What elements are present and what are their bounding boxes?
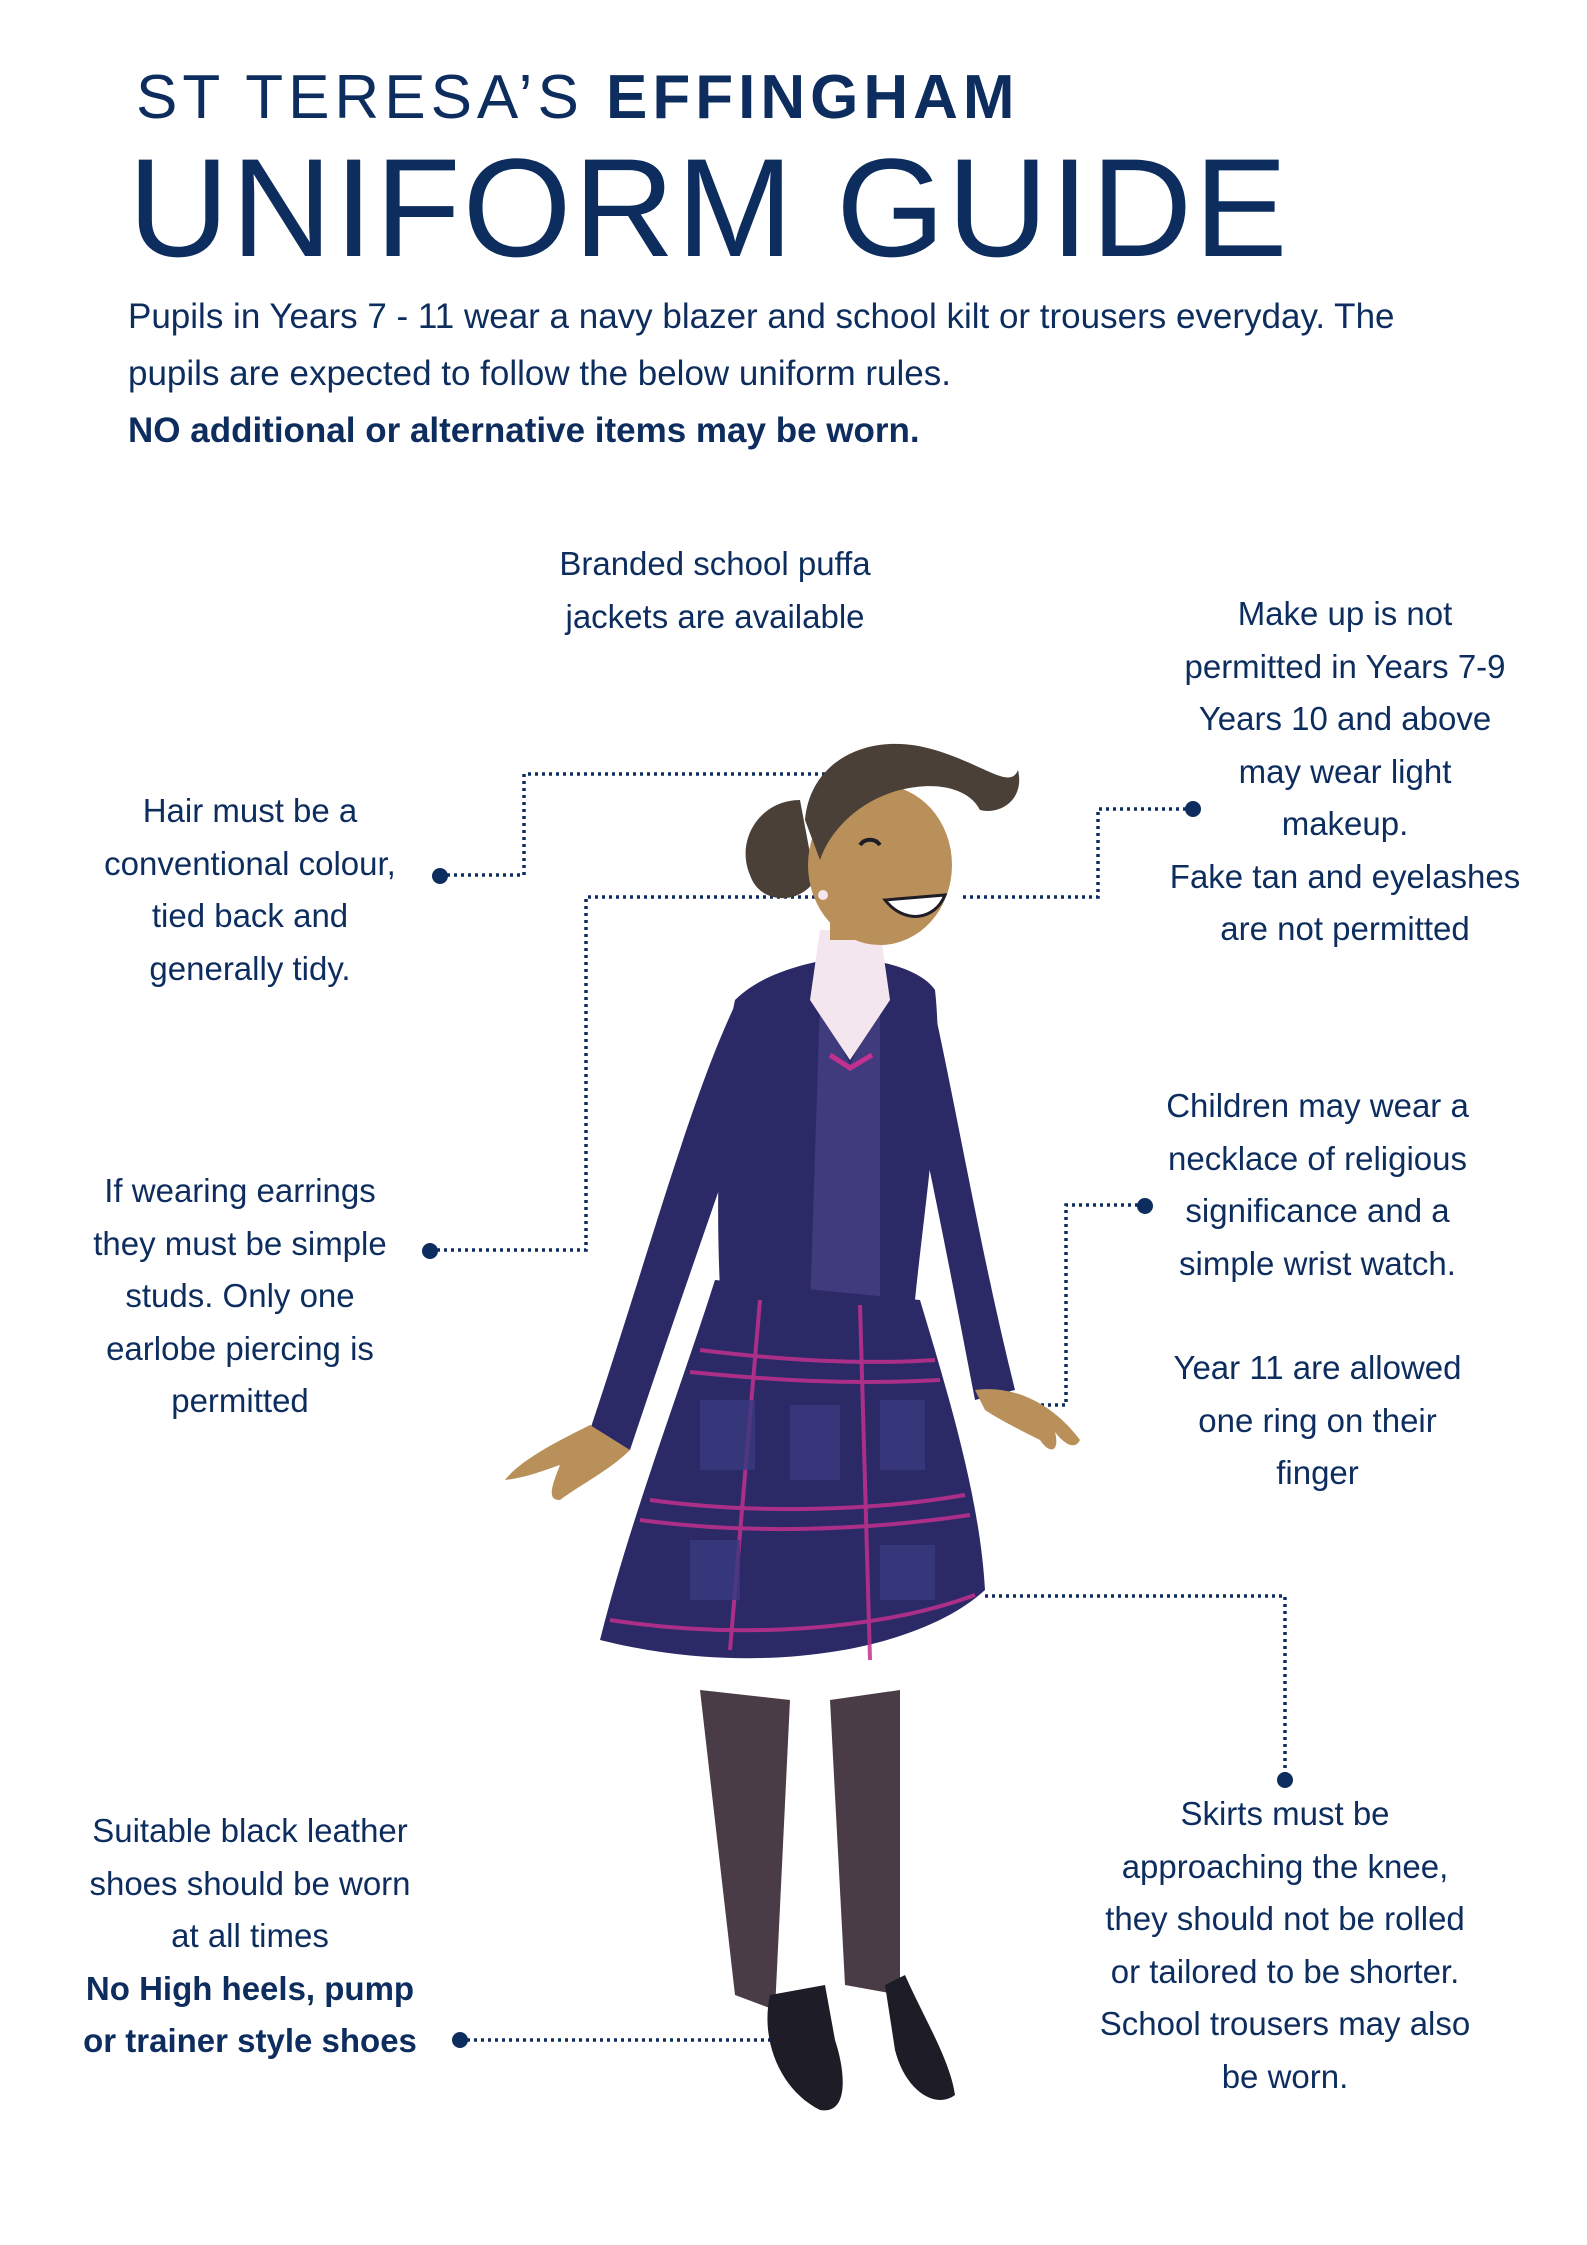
note-skirts-line: approaching the knee, [1121,1847,1449,1885]
note-makeup-line: are not permitted [1220,910,1470,947]
note-jackets-line: jackets are available [565,597,865,635]
note-shoes [70,1805,430,2068]
note-makeup-line: may wear light [1238,752,1452,790]
earrings-dot [422,1243,438,1259]
note-skirts-line: Skirts must be [1180,1795,1390,1832]
note-ring-line: one ring on their [1198,1401,1437,1439]
note-jackets-line: Branded school puffa [559,545,871,582]
note-earrings [75,1165,405,1428]
note-shoes-line: shoes should be worn [89,1864,411,1902]
school-name-bold: EFFINGHAM [606,63,1020,132]
jewellery-connector [1040,1205,1145,1405]
note-hair-line: generally tidy. [149,949,351,987]
note-jewellery [1150,1080,1485,1290]
makeup-connector [960,809,1193,897]
legs [700,1690,790,2010]
note-earrings-line: they must be simple [93,1224,387,1262]
note-ring-line: finger [1276,1454,1359,1491]
note-hair-line: Hair must be a [142,792,358,829]
note-makeup-line: Make up is not [1237,595,1453,632]
note-skirts-line: be worn. [1221,2057,1349,2095]
note-hair-line: conventional colour, [104,844,396,882]
note-shoes-emphasis-line: or trainer style shoes [83,2022,417,2059]
note-makeup-line: Fake tan and eyelashes [1169,857,1521,895]
intro-emphasis: NO additional or alternative items may be worn. [128,411,920,450]
hair-back [746,800,815,898]
note-earrings-line: permitted [171,1382,309,1419]
note-skirts-line: they should not be rolled [1105,1900,1465,1937]
note-jackets [545,538,885,643]
note-jewellery-line: necklace of religious [1168,1139,1467,1177]
right-hand [975,1389,1080,1449]
note-shoes-emphasis-line: No High heels, pump [85,1969,415,2007]
note-skirts-line: or tailored to be shorter. [1110,1952,1460,1990]
note-earrings-line: studs. Only one [125,1277,355,1314]
hair-dot [432,868,448,884]
note-jewellery-line: simple wrist watch. [1179,1244,1456,1282]
left-shoe [767,1985,842,2110]
earring [818,890,828,900]
note-skirts [1085,1788,1485,2103]
note-skirts-line: School trousers may also [1099,2005,1471,2042]
right-shoe [885,1975,955,2100]
note-earrings-line: earlobe piercing is [106,1329,374,1367]
note-jewellery-line: significance and a [1185,1192,1450,1229]
note-earrings-line: If wearing earrings [104,1172,376,1209]
note-makeup-line: Years 10 and above [1198,700,1492,737]
skirts-dot [1277,1772,1293,1788]
shoes-dot [452,2032,468,2048]
pupil-figure [505,744,1080,2111]
note-makeup-line: permitted in Years 7-9 [1184,647,1506,685]
note-shoes-line: Suitable black leather [92,1812,408,1849]
note-makeup-line: makeup. [1281,805,1409,842]
note-hair-line: tied back and [151,897,349,934]
note-jewellery-line: Children may wear a [1166,1087,1469,1124]
note-shoes-line: at all times [171,1917,329,1954]
page-title: UNIFORM GUIDE [128,129,1290,286]
note-ring-line: Year 11 are allowed [1173,1349,1462,1386]
note-makeup [1165,588,1525,956]
note-ring [1150,1342,1485,1500]
note-hair [85,785,415,995]
school-prefix: ST TERESA’S [136,63,584,132]
skirts-connector [985,1596,1285,1778]
intro-text: Pupils in Years 7 - 11 wear a navy blazer and school kilt or trousers everyday. The pupils are expected to follow the below uniform rules. [128,297,1395,393]
